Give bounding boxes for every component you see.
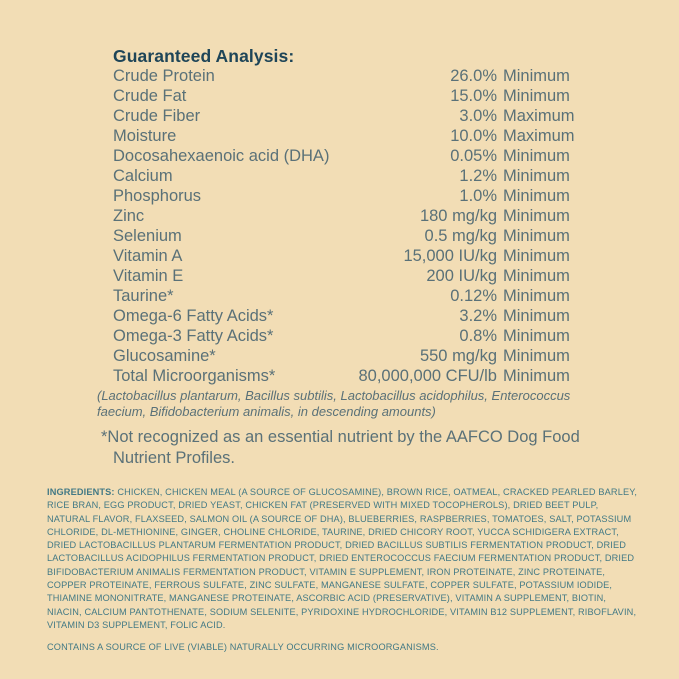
nutrient-row <box>113 126 587 146</box>
nutrient-row <box>113 266 587 286</box>
nutrient-label: Glucosamine* <box>113 347 216 365</box>
nutrient-label: Crude Fat <box>113 87 187 105</box>
microorganisms-species-note: (Lactobacillus plantarum, Bacillus subtilis, Lactobacillus acidophilus, Enterococcus faecium, Bifidobacterium animalis, in descending amounts) <box>97 388 571 419</box>
guaranteed-analysis-table <box>113 66 587 386</box>
nutrient-amount: 15,000 IU/kg <box>403 247 497 265</box>
nutrient-row <box>113 186 587 206</box>
nutrient-amount: 3.2% <box>459 307 497 325</box>
nutrient-unit: Minimum <box>503 207 570 225</box>
nutrient-unit: Maximum <box>503 127 575 145</box>
nutrient-label: Calcium <box>113 167 173 185</box>
nutrient-amount: 550 mg/kg <box>419 347 497 365</box>
nutrient-row <box>113 166 587 186</box>
ingredients-label: INGREDIENTS: <box>47 487 115 497</box>
nutrient-amount: 15.0% <box>450 87 497 105</box>
nutrient-label: Crude Fiber <box>113 107 201 125</box>
nutrient-unit: Minimum <box>503 307 570 325</box>
nutrient-row <box>113 146 587 166</box>
nutrient-label: Vitamin A <box>113 247 183 265</box>
contains-live-microorganisms-note: CONTAINS A SOURCE OF LIVE (VIABLE) NATURALLY OCCURRING MICROORGANISMS. <box>47 642 439 652</box>
nutrient-label: Omega-6 Fatty Acids* <box>113 307 274 325</box>
nutrient-amount: 0.5 mg/kg <box>424 227 497 245</box>
nutrient-unit: Minimum <box>503 187 570 205</box>
nutrient-row <box>113 306 587 326</box>
nutrient-row <box>113 346 587 366</box>
nutrient-row <box>113 286 587 306</box>
nutrient-amount: 80,000,000 CFU/lb <box>358 367 497 385</box>
nutrient-label: Phosphorus <box>113 187 202 205</box>
nutrient-amount: 0.12% <box>450 287 497 305</box>
nutrient-unit: Minimum <box>503 167 570 185</box>
nutrient-label: Crude Protein <box>113 67 215 85</box>
nutrient-label: Moisture <box>113 127 177 145</box>
nutrient-amount: 0.8% <box>459 327 497 345</box>
nutrient-unit: Minimum <box>503 287 570 305</box>
ingredients-paragraph <box>47 486 639 632</box>
nutrient-row <box>113 106 587 126</box>
nutrient-unit: Minimum <box>503 87 570 105</box>
nutrient-unit: Minimum <box>503 327 570 345</box>
nutrient-label: Docosahexaenoic acid (DHA) <box>113 147 330 165</box>
nutrient-unit: Minimum <box>503 147 570 165</box>
nutrient-row <box>113 366 587 386</box>
nutrient-unit: Minimum <box>503 347 570 365</box>
nutrient-label: Taurine* <box>113 287 174 305</box>
ingredients-text: CHICKEN, CHICKEN MEAL (A SOURCE OF GLUCOSAMINE), BROWN RICE, OATMEAL, CRACKED PEARLED BARLEY, RICE BRAN, EGG PRODUCT, DRIED YEAST, CHICKEN FAT (PRESERVED WITH MIXED TOCOPHEROLS), DRIED BEET PULP, NATURAL FLAVOR, FLAXSEED, SALMON OIL (A SOURCE OF DHA), BLUEBERRIES, RASPBERRIES, TOMATOES, SALT, POTASSIUM CHLORIDE, DL-METHIONINE, GINGER, CHOLINE CHLORIDE, TAURINE, DRIED CHICORY ROOT, YUCCA SCHIDIGERA EXTRACT, DRIED LACTOBACILLUS PLANTARUM FERMENTATION PRODUCT, DRIED BACILLUS SUBTILIS FERMENTATION PRODUCT, DRIED LACTOBACILLUS ACIDOPHILUS FERMENTATION PRODUCT, DRIED ENTEROCOCCUS FAECIUM FERMENTATION PRODUCT, DRIED BIFIDOBACTERIUM ANIMALIS FERMENTATION PRODUCT, VITAMIN E SUPPLEMENT, IRON PROTEINATE, ZINC PROTEINATE, COPPER PROTEINATE, FERROUS SULFATE, ZINC SULFATE, MANGANESE SULFATE, COPPER SULFATE, POTASSIUM IODIDE, THIAMINE MONONITRATE, MANGANESE PROTEINATE, ASCORBIC ACID (PRESERVATIVE), VITAMIN A SUPPLEMENT, BIOTIN, NIACIN, CALCIUM PANTOTHENATE, SODIUM SELENITE, PYRIDOXINE HYDROCHLORIDE, VITAMIN B12 SUPPLEMENT, RIBOFLAVIN, VITAMIN D3 SUPPLEMENT, FOLIC ACID. <box>47 487 638 630</box>
aafco-footnote: *Not recognized as an essential nutrient by the AAFCO Dog Food Nutrient Profiles. <box>101 428 580 467</box>
nutrient-row <box>113 226 587 246</box>
nutrient-unit: Minimum <box>503 247 570 265</box>
nutrient-amount: 0.05% <box>450 147 497 165</box>
nutrient-unit: Maximum <box>503 107 575 125</box>
nutrient-amount: 1.0% <box>459 187 497 205</box>
nutrient-row <box>113 206 587 226</box>
nutrient-label: Vitamin E <box>113 267 184 285</box>
nutrient-label: Selenium <box>113 227 182 245</box>
nutrient-label: Total Microorganisms* <box>113 367 276 385</box>
nutrient-amount: 3.0% <box>459 107 497 125</box>
nutrient-amount: 180 mg/kg <box>419 207 497 225</box>
nutrient-row <box>113 246 587 266</box>
nutrient-unit: Minimum <box>503 227 570 245</box>
guaranteed-analysis-title: Guaranteed Analysis: <box>113 46 295 66</box>
nutrient-label: Zinc <box>113 207 145 225</box>
nutrient-unit: Minimum <box>503 367 570 385</box>
nutrient-amount: 1.2% <box>459 167 497 185</box>
nutrient-unit: Minimum <box>503 67 570 85</box>
nutrient-amount: 26.0% <box>450 67 497 85</box>
nutrient-amount: 10.0% <box>450 127 497 145</box>
nutrient-label: Omega-3 Fatty Acids* <box>113 327 274 345</box>
nutrient-amount: 200 IU/kg <box>426 267 497 285</box>
nutrient-row <box>113 326 587 346</box>
nutrient-row <box>113 66 587 86</box>
nutrient-unit: Minimum <box>503 267 570 285</box>
nutrient-row <box>113 86 587 106</box>
